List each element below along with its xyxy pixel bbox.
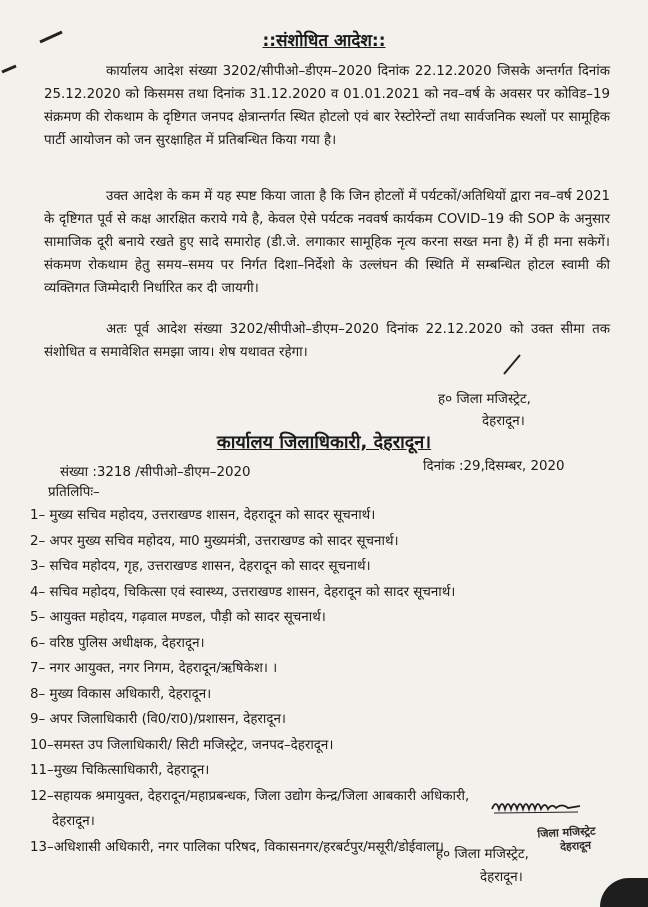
list-item: 9– अपर जिलाधिकारी (वि0/रा0)/प्रशासन, देहरादून। <box>30 712 286 727</box>
list-item: 5– आयुक्त महोदय, गढ़वाल मण्डल, पौड़ी को सादर सूचनार्थ। <box>30 610 326 625</box>
list-item-continuation: देहरादून। <box>52 814 95 829</box>
list-item: 10–समस्त उप जिलाधिकारी/ सिटी मजिस्ट्रेट, जनपद–देहरादून। <box>30 737 334 753</box>
stamp-line-1: जिला मजिस्ट्रेट <box>537 824 596 841</box>
paragraph-2: उक्त आदेश के कम में यह स्पष्ट किया जाता है कि जिन होटलों में पर्यटकों/अतिथियों द्वारा नव–वर्ष 2021 के दृष्टिगत पूर्व से कक्ष आरक्षित कराये गये है, केवल ऐसे पर्यटक नववर्ष कार्यकम COVID–19 की SOP के अनुसार सामाजिक दूरी बनाये रखते हुए सादे समारोह (डी.जे. लगाकार सामूहिक नृत्य करना सख्त मना है) में ही मना सकेगें। संकमण रोकथाम हेतु समय–समय पर निर्गत दिशा–निर्देशो के उल्लंघन की स्थिति में सम्बन्धित होटल स्वामी की व्यक्तिगत जिम्मेदारी निर्धारित कर दी जायगी। <box>44 189 610 296</box>
official-stamp <box>537 823 634 864</box>
paragraph-3: अतः पूर्व आदेश संख्या 3202/सीपीओ–डीएम–2020 दिनांक 22.12.2020 को उक्त सीमा तक संशोधित व समावेशित समझा जाय। शेष यथावत रहेगा। <box>44 322 610 360</box>
office-heading: कार्यालय जिलाधिकारी, देहरादून। <box>216 432 432 453</box>
signatory-title: ह० जिला मजिस्ट्रेट, <box>436 847 529 862</box>
tick-mark <box>500 352 526 376</box>
document-title: ::संशोधित आदेश:: <box>262 31 386 51</box>
list-item: 2– अपर मुख्य सचिव महोदय, मा0 मुख्यमंत्री, उत्तराखण्ड को सादर सूचनार्थ। <box>30 533 399 549</box>
order-date: दिनांक :29,दिसम्बर, 2020 <box>423 459 565 474</box>
stamp-line-2: देहरादून <box>559 838 592 854</box>
handwritten-signature <box>490 795 582 817</box>
list-item-text: 12–सहायक श्रमायुक्त, देहरादून/महाप्रबन्धक, जिला उद्योग केन्द्र/जिला आबकारी अधिकारी, <box>30 788 470 804</box>
copy-heading: प्रतिलिपिः– <box>48 485 100 500</box>
list-item: 4– सचिव महोदय, चिकित्सा एवं स्वास्थ्य, उत्तराखण्ड शासन, देहरादून को सादर सूचनार्थ। <box>30 584 456 600</box>
list-item: 6– वरिष्ठ पुलिस अधीक्षक, देहरादून। <box>30 635 205 651</box>
signatory-place: देहरादून। <box>480 870 523 885</box>
list-item: 7– नगर आयुक्त, नगर निगम, देहरादून/ऋषिकेश। । <box>30 661 278 676</box>
signature-block-2 <box>436 843 529 889</box>
reference-number: संख्या :3218 /सीपीओ–डीएम–2020 <box>60 465 251 480</box>
signatory-title: ह० जिला मजिस्ट्रेट, <box>438 392 531 407</box>
signatory-place: देहरादून। <box>482 414 525 429</box>
list-item: 8– मुख्य विकास अधिकारी, देहरादून। <box>30 686 212 702</box>
list-item: 11–मुख्य चिकित्साधिकारी, देहरादून। <box>30 763 210 778</box>
page-corner-shadow <box>600 878 648 907</box>
list-item: 13–अधिशासी अधिकारी, नगर पालिका परिषद, विकासनगर/हरबर्टपुर/मसूरी/डोईवाला। <box>30 839 444 855</box>
signature-block-1 <box>438 389 531 433</box>
list-item: 1– मुख्य सचिव महोदय, उत्तराखण्ड शासन, देहरादून को सादर सूचनार्थ। <box>30 508 376 523</box>
list-item: 3– सचिव महोदय, गृह, उत्तराखण्ड शासन, देहरादून को सादर सूचनार्थ। <box>30 559 371 574</box>
paragraph-1: कार्यालय आदेश संख्या 3202/सीपीओ–डीएम–2020 दिनांक 22.12.2020 जिसके अन्तर्गत दिनांक 25.12.2020 को किसमस तथा दिनांक 31.12.2020 व 01.01.2021 को नव–वर्ष के अवसर पर कोविड–19 संक्रमण की रोकथाम के दृष्टिगत जनपद क्षेत्रान्तर्गत स्थित होटलो एवं बार रेस्टोरेन्टों तथा सार्वजनिक स्थलों पर सामूहिक पार्टी आयोजन को जन सुरक्षाहित में प्रतिबन्धित किया गया है। <box>44 64 610 148</box>
